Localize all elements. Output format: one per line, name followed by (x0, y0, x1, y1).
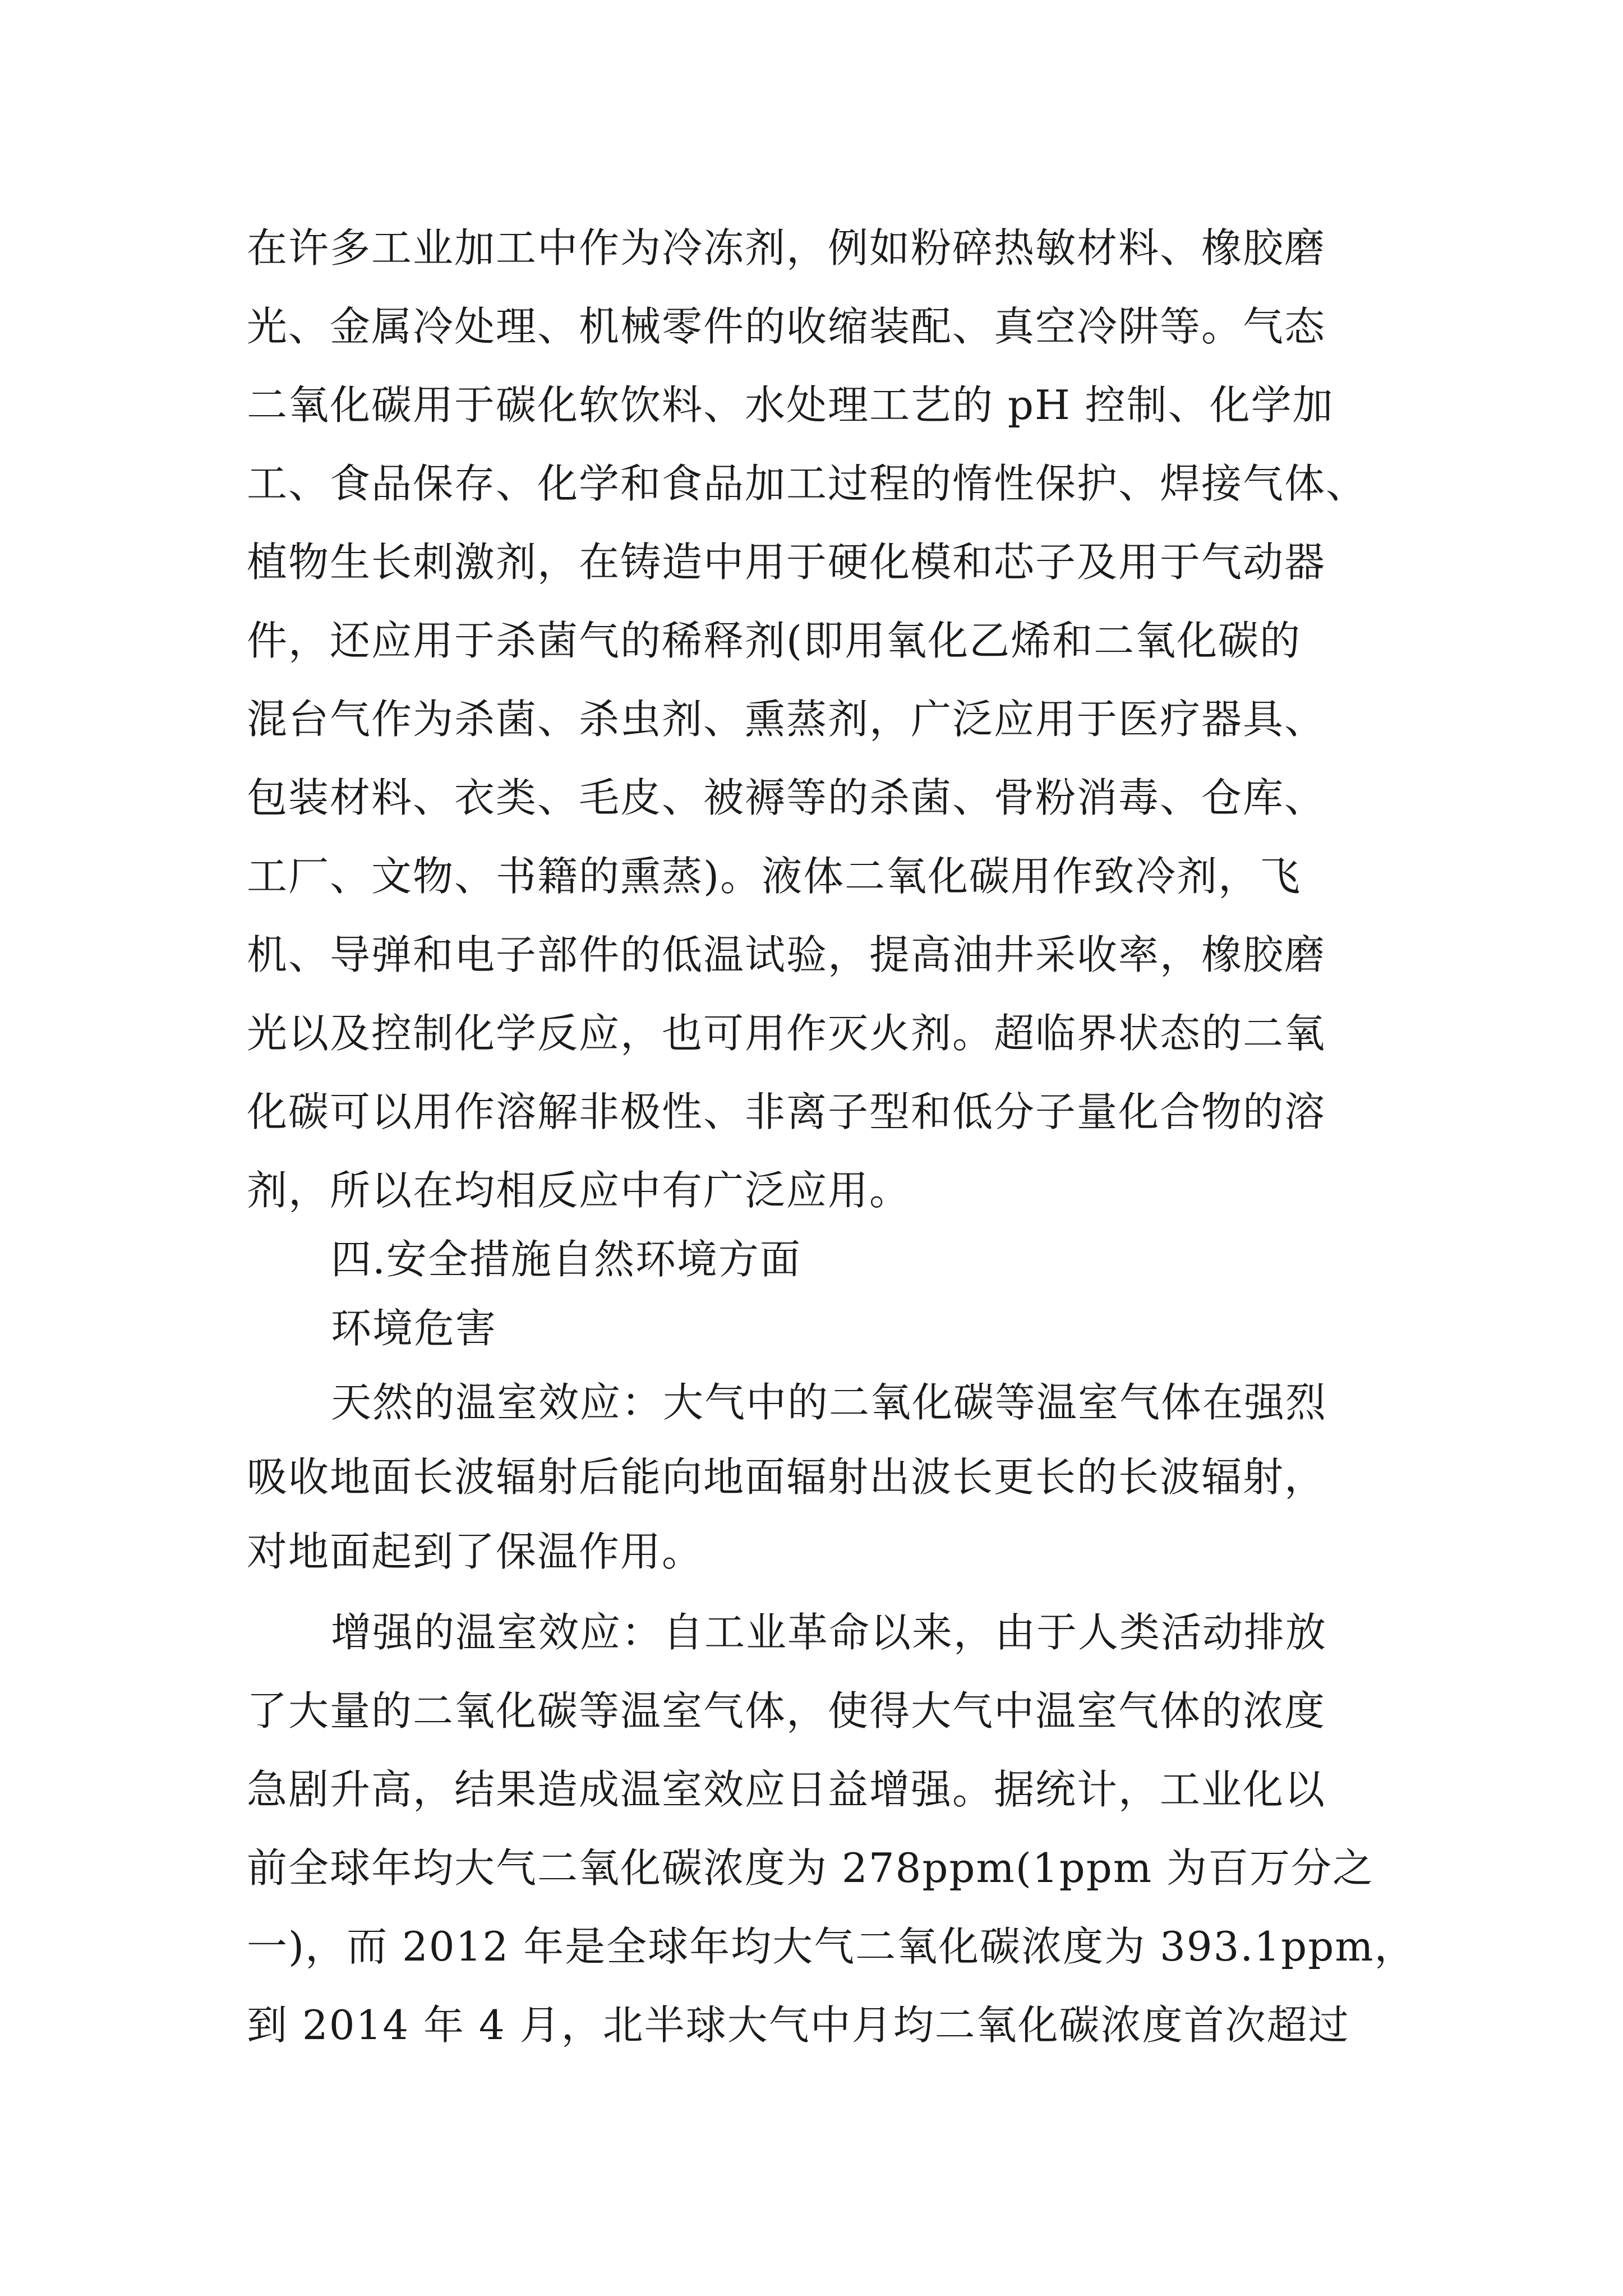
text-line-2: 光、金属冷处理、机械零件的收缩装配、真空冷阱等。气态 (247, 303, 1326, 350)
text-line-6: 件，还应用于杀菌气的稀释剂(即用氧化乙烯和二氧化碳的 (247, 617, 1302, 664)
text-line-16: 天然的温室效应：大气中的二氧化碳等温室气体在强烈 (331, 1379, 1327, 1426)
section-heading: 四.安全措施自然环境方面 (331, 1236, 801, 1283)
text-line-21: 急剧升高，结果造成温室效应日益增强。据统计，工业化以 (247, 1766, 1326, 1813)
text-line-10: 机、导弹和电子部件的低温试验，提高油井采收率，橡胶磨 (247, 931, 1326, 978)
text-line-5: 植物生长刺激剂，在铸造中用于硬化模和芯子及用于气动器 (247, 539, 1326, 586)
text-line-13: 剂，所以在均相反应中有广泛应用。 (247, 1167, 911, 1214)
text-line-9: 工厂、文物、书籍的熏蒸)。液体二氧化碳用作致冷剂，飞 (247, 853, 1302, 900)
text-line-22: 前全球年均大气二氧化碳浓度为 278ppm(1ppm 为百万分之 (247, 1844, 1375, 1892)
text-line-20: 了大量的二氧化碳等温室气体，使得大气中温室气体的浓度 (247, 1687, 1326, 1734)
text-line-8: 包装材料、衣类、毛皮、被褥等的杀菌、骨粉消毒、仓库、 (247, 774, 1326, 821)
text-line-12: 化碳可以用作溶解非极性、非离子型和低分子量化合物的溶 (247, 1088, 1326, 1135)
text-line-17: 吸收地面长波辐射后能向地面辐射出波长更长的长波辐射， (247, 1453, 1326, 1501)
subsection-heading: 环境危害 (331, 1305, 497, 1352)
text-line-24: 到 2014 年 4 月，北半球大气中月均二氧化碳浓度首次超过 (247, 2001, 1350, 2049)
text-line-11: 光以及控制化学反应，也可用作灭火剂。超临界状态的二氧 (247, 1010, 1326, 1057)
text-line-3: 二氧化碳用于碳化软饮料、水处理工艺的 pH 控制、化学加 (247, 381, 1334, 429)
text-line-1: 在许多工业加工中作为冷冻剂，例如粉碎热敏材料、橡胶磨 (247, 224, 1326, 272)
text-line-7: 混台气作为杀菌、杀虫剂、熏蒸剂，广泛应用于医疗器具、 (247, 696, 1326, 743)
text-line-19: 增强的温室效应：自工业革命以来，由于人类活动排放 (331, 1609, 1327, 1656)
text-line-4: 工、食品保存、化学和食品加工过程的惰性保护、焊接气体、 (247, 460, 1368, 507)
text-line-23: 一)，而 2012 年是全球年均大气二氧化碳浓度为 393.1ppm， (247, 1923, 1416, 1970)
text-line-18: 对地面起到了保温作用。 (247, 1528, 704, 1575)
